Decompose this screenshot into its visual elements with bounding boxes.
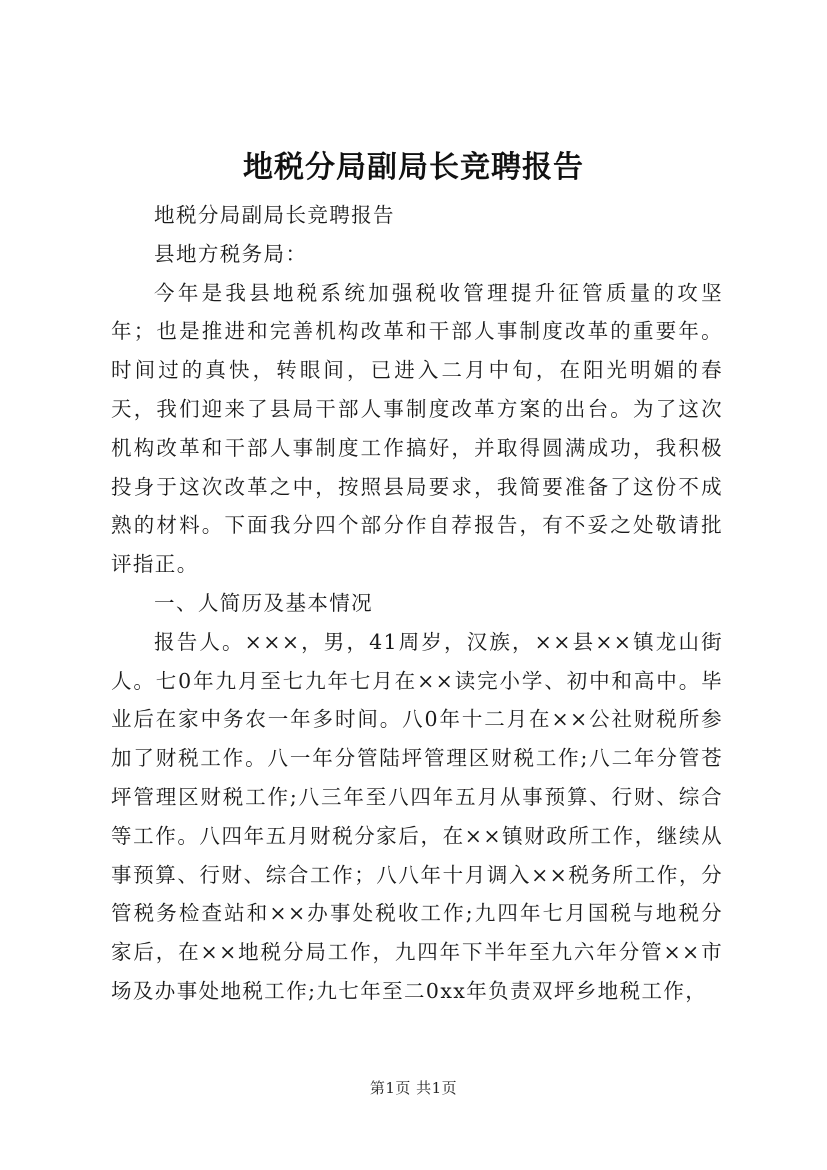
- page-footer: 第1页 共1页: [369, 1079, 458, 1097]
- paragraph-subtitle: 地税分局副局长竞聘报告: [154, 203, 395, 227]
- document-title: 地税分局副局长竞聘报告: [243, 150, 584, 185]
- paragraph-intro: 今年是我县地税系统加强税收管理提升征管质量的攻坚年；也是推进和完善机构改革和干部人事制度改革的重要年。时间过的真快，转眼间，已进入二月中旬，在阳光明媚的春天，我们迎来了县局干部人事制度改革方案的出台。为了这次机构改革和干部人事制度工作搞好，并取得圆满成功，我积极投身于这次改革之中，按照县局要求，我简要准备了这份不成熟的材料。下面我分四个部分作自荐报告，有不妥之处敬请批评指正。: [111, 280, 723, 577]
- section-heading: 一、人简历及基本情况: [154, 590, 374, 615]
- paragraph-resume: 报告人。×××，男，41周岁，汉族，××县××镇龙山街人。七0年九月至七九年七月在××读完小学、初中和高中。毕业后在家中务农一年多时间。八0年十二月在××公社财税所参加了财税工作。八一年分管陆坪管理区财税工作;八二年分管苍坪管理区财税工作;八三年至八四年五月从事预算、行财、综合等工作。八四年五月财税分家后，在××镇财政所工作，继续从事预算、行财、综合工作；八八年十月调入××税务所工作，分管税务检查站和××办事处税收工作;九四年七月国税与地税分家后，在××地税分局工作，九四年下半年至九六年分管××市场及办事处地税工作;九七年至二0xx年负责双坪乡地税工作，: [111, 629, 723, 1003]
- document-body: [111, 196, 723, 1011]
- paragraph-addressee: 县地方税务局：: [154, 241, 308, 266]
